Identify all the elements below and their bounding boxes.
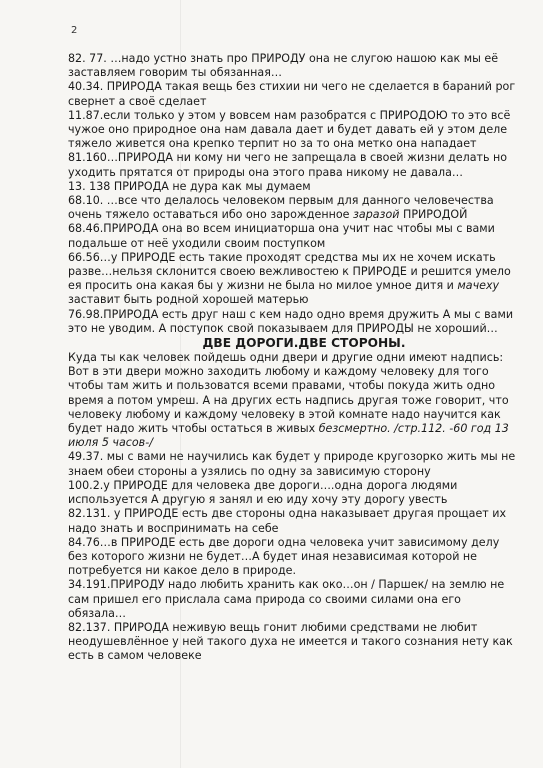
text-run: 82.137. ПРИРОДА неживую вещь гонит любими средствами не любит неодушевлённое у ней такого духа не имеется и такого сознания нету как есть в самом человеке: [68, 620, 513, 663]
paragraph: [68, 450, 520, 478]
text-run: 84.76…в ПРИРОДЕ есть две дороги одна человека учит зависимому делу без которого жизни не будет…А будет иная независимая которой не потребуется ни какое дело в природе.: [68, 535, 500, 578]
text-run: 82. 77. …надо устно знать про ПРИРОДУ она не слугою нашою как мы её заставляем говорим ты обязанная…: [68, 52, 499, 80]
section-heading: [68, 336, 520, 351]
paragraph: [68, 308, 520, 336]
text-run: 34.191.ПРИРОДУ надо любить хранить как око…он / Паршек/ на землю не сам пришел его прислала сама природа со своими силами она его обязала…: [68, 578, 505, 620]
paragraph: [68, 251, 520, 308]
paragraph: [68, 507, 520, 535]
italic-text: безсмертно. /стр.112. -60 год 13 июля 5 часов-/: [68, 422, 509, 450]
text-run: 40.34. ПРИРОДА такая вещь без стихии ни чего не сделается в бараний рог свернет а своё сделает: [68, 80, 516, 108]
text-run: 68.46.ПРИРОДА она во всем инициаторша она учит нас чтобы мы с вами подальше от неё уходили своим поступком: [68, 222, 495, 250]
paragraph: [68, 80, 520, 108]
text-run: 13. 138 ПРИРОДА не дура как мы думаем: [68, 179, 311, 193]
text-run: Куда ты как человек пойдешь одни двери и другие одни имеют надпись: Вот в эти двери можно заходить любому и каждому человеку для того чтобы там жить и пользоватся всеми правами, чтобы покуда жить одно время а потом умреш. А на других есть надпись другая тоже говорит, что человеку любому и каждому человеку в этой комнате надо научится как будет надо жить чтобы остаться в живых: [68, 351, 509, 436]
paragraph: [68, 222, 520, 250]
text-run: 100.2.у ПРИРОДЕ для человека две дороги….одна дорога людями используется А другую я занял и ею иду хочу эту дорогу увесть: [68, 478, 458, 507]
text-run: заставит быть родной хорошей матерью: [68, 293, 309, 307]
paragraph: [68, 194, 520, 222]
italic-text: мачеху: [457, 279, 500, 293]
text-body: [68, 52, 520, 664]
paragraph: [68, 180, 520, 194]
paragraph: [68, 351, 520, 450]
text-run: ПРИРОДОЙ: [399, 208, 468, 222]
paragraph: [68, 151, 520, 179]
paragraph: [68, 479, 520, 507]
text-run: 49.37. мы с вами не научились как будет у природе кругозорко жить мы не знаем обеи стороны а узялись по одну за зависимую сторону: [68, 450, 516, 478]
text-run: 11.87.если только у этом у вовсем нам разобратся с ПРИРОДОЮ то это всё чужое оно природное она нам давала дает и будет давать ей у этом деле тяжело живется она крепко терпит но за то она метко она нападает: [68, 108, 511, 151]
paragraph: [68, 52, 520, 80]
text-run: 66.56…у ПРИРОДЕ есть такие проходят средства мы их не хочем искать разве…нельзя склонится своею вежливостею к ПРИРОДЕ и решится умело ея просить она какая бы у жизни не была но милое умное дитя и: [68, 250, 511, 293]
text-run: ДВЕ ДОРОГИ.ДВЕ СТОРОНЫ.: [202, 336, 406, 351]
text-run: 76.98.ПРИРОДА есть друг наш с кем надо одно время дружить А мы с вами это не уводим. А поступок свой показываем для ПРИРОДЫ не хороший…: [68, 307, 514, 335]
paragraph: [68, 109, 520, 152]
paragraph: [68, 621, 520, 664]
paragraph: [68, 578, 520, 621]
paragraph: [68, 536, 520, 579]
text-run: 81.160…ПРИРОДА ни кому ни чего не запрещала в своей жизни делать но уходить прятатся от природы она этого права никому не давала…: [68, 151, 508, 179]
text-run: 82.131. у ПРИРОДЕ есть две стороны одна наказывает другая прощает их надо знать и воспринимать на себе: [68, 507, 507, 535]
italic-text: заразой: [353, 208, 400, 222]
text-run: 68.10. …все что делалось человеком первым для данного человечества очень тяжело оставаться ибо оно зарожденное: [68, 194, 494, 222]
page-number: 2: [71, 25, 78, 36]
